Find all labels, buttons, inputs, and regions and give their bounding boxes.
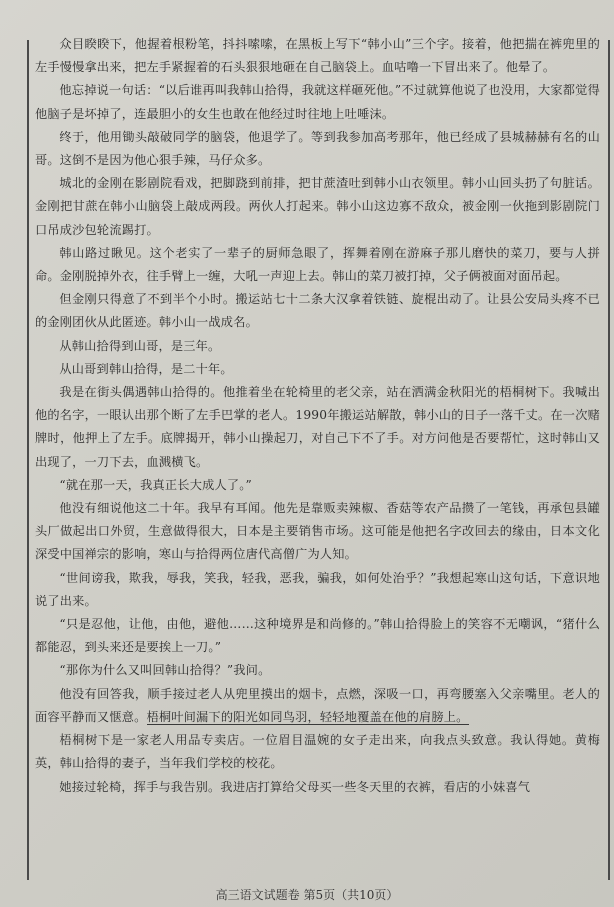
paragraph: “世间谤我，欺我，辱我，笑我，轻我，恶我，骗我，如何处治乎？”我想起寒山这句话，下意识地说了出来。 xyxy=(35,570,600,608)
paragraph: 但金刚只得意了不到半个小时。搬运站七十二条大汉拿着铁链、旋棍出动了。让县公安局头疼不已的金刚团伙从此匿迹。韩小山一战成名。 xyxy=(35,292,600,330)
paragraph-with-underline xyxy=(35,683,600,729)
paragraph: “那你为什么又叫回韩山拾得？”我问。 xyxy=(59,663,271,678)
paragraph: 从韩山拾得到山哥，是三年。 xyxy=(59,338,221,353)
paragraph: 从山哥到韩山拾得，是二十年。 xyxy=(59,361,233,376)
paragraph: 她接过轮椅，挥手与我告别。我进店打算给父母买一些冬天里的衣裤，看店的小妹喜气 xyxy=(59,779,531,794)
paragraph: 城北的金刚在影剧院看戏，把脚跷到前排，把甘蔗渣吐到韩小山衣领里。韩小山回头扔了句脏话。金刚把甘蔗在韩小山脑袋上敲成两段。两伙人打起来。韩小山这边寡不敌众，被金刚一伙拖到影剧院门口吊成沙包轮流踢打。 xyxy=(35,176,600,237)
paragraph: “就在那一天，我真正长大成人了。” xyxy=(59,477,252,492)
paragraph: 我是在街头偶遇韩山拾得的。他推着坐在轮椅里的老父亲，站在洒满金秋阳光的梧桐树下。我喊出他的名字，一眼认出那个断了左手巴掌的老人。1990年搬运站解散，韩小山的日子一落千丈。在一次赌牌时，他押上了左手。底牌揭开，韩小山操起刀，对自己下不了手。对方问他是否要帮忙，这时韩山又出现了，一刀下去，血溅横飞。 xyxy=(35,385,600,469)
paragraph: 韩山路过瞅见。这个老实了一辈子的厨师急眼了，挥舞着刚在游麻子那儿磨快的菜刀，要与人拼命。金刚脱掉外衣，往手臂上一缠，大吼一声迎上去。韩山的菜刀被打掉，父子俩被面对面吊起。 xyxy=(35,245,600,284)
paragraph: 终于，他用锄头敲破同学的脑袋，他退学了。等到我参加高考那年，他已经成了县城赫赫有名的山哥。这倒不是因为他心狠手辣，马仔众多。 xyxy=(35,129,600,168)
paragraph: 他没有细说他这二十年。我早有耳闻。他先是靠贩卖辣椒、香菇等农产品攒了一笔钱，再承包县罐头厂做起出口外贸，生意做得很大，日本是主要销售市场。这可能是他把名字改回去的缘由，日本文化深受中国禅宗的影响，寒山与拾得两位唐代高僧广为人知。 xyxy=(35,501,600,562)
page-footer: 高三语文试题卷 第5页（共10页） xyxy=(215,888,399,902)
page-border-left xyxy=(27,40,29,880)
page-border-right xyxy=(608,40,610,880)
paragraph: 他忘掉说一句话：“以后谁再叫我韩山拾得，我就这样砸死他。”不过就算他说了也没用，大家都觉得他脑子是坏掉了，连最胆小的女生也敢在他经过时往地上吐唾沫。 xyxy=(35,83,600,121)
paragraph: 梧桐树下是一家老人用品专卖店。一位眉目温婉的女子走出来，向我点头致意。我认得她。黄梅英，韩山拾得的妻子，当年我们学校的校花。 xyxy=(35,733,600,771)
underlined-sentence: 梧桐叶间漏下的阳光如同鸟羽，轻轻地覆盖在他的肩膀上。 xyxy=(146,709,469,724)
paragraph-text: 他没有回答我，顺手接过老人从兜里摸出的烟卡，点燃，深吸一口，再弯腰塞入父亲嘴里。老人的面容平静而又惬意。 xyxy=(35,686,600,724)
paragraph: “只是忍他，让他，由他，避他……这种境界是和尚修的。”韩山拾得脸上的笑容不无嘲讽，“猪什么都能忍，到头来还是要挨上一刀。” xyxy=(35,617,600,655)
paragraph: 众目睽睽下，他握着根粉笔，抖抖嗦嗦，在黑板上写下“韩小山”三个字。接着，他把揣在裤兜里的左手慢慢拿出来，把左手紧握着的石头狠狠地砸在自己脑袋上。血咕噜一下冒出来了。他晕了。 xyxy=(35,37,600,75)
article-body xyxy=(35,33,600,799)
